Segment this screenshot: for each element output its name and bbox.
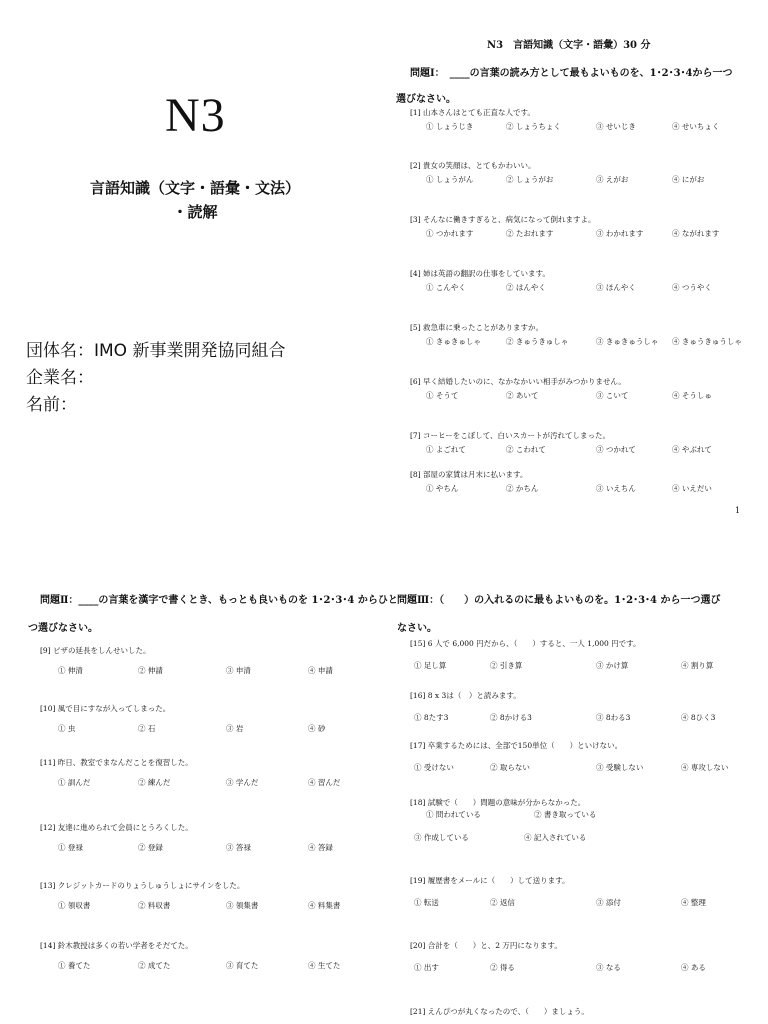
question-text: [7] コーヒーをこぼして、白いスカートが汚れてしまった。 (410, 431, 611, 440)
answer-option: ③ 受験しない (596, 763, 644, 772)
answer-option: ④ 割り算 (681, 661, 714, 670)
question-text: [21] えんぴつが丸くなったので、（ ）ましょう。 (410, 1007, 589, 1016)
answer-option: ① 受けない (414, 763, 454, 772)
answer-option: ④ 習んだ (308, 778, 341, 787)
answer-option: ② 得る (490, 963, 515, 972)
question-text: [4] 姉は英語の翻訳の仕事をしています。 (410, 269, 550, 278)
page1-header: N3 言語知識（文字・語彙）30 分 (487, 40, 651, 51)
question-text: [18] 試験で（ ）問題の意味が分からなかった。 (410, 798, 586, 807)
page2-instruction: 問題Ⅱ：____の言葉を漢字で書くとき、もっとも良いものを 1･2･3･4 からひと (40, 595, 398, 606)
answer-option: ④ 専攻しない (681, 763, 729, 772)
page3-instruction-cont: なさい。 (397, 623, 437, 634)
answer-option: ② きゅうきゅしゃ (506, 337, 569, 346)
answer-option: ③ ほんやく (596, 283, 636, 292)
answer-option: ④ 答録 (308, 843, 333, 852)
answer-option: ③ えがお (596, 175, 629, 184)
answer-option: ① 伸清 (58, 666, 83, 675)
answer-option: ① やちん (426, 484, 459, 493)
answer-option: ② こわれて (506, 445, 546, 454)
question-text: [9] ビザの延長をしんせいした。 (40, 646, 151, 655)
question-text: [20] 合計を（ ）と、2 万円になります。 (410, 941, 562, 950)
answer-option: ③ 領集書 (226, 901, 259, 910)
answer-option: ④ 整理 (681, 898, 706, 907)
question-text: [16] 8 x 3は（ ）と読みます。 (410, 691, 521, 700)
answer-option: ① 問われている (426, 810, 481, 819)
answer-option: ① 8たす3 (414, 713, 449, 722)
question-text: [19] 履歴書をメールに（ ）して送ります。 (410, 876, 570, 885)
answer-option: ④ にがお (672, 175, 705, 184)
answer-option: ④ きゅうきゅうしゃ (672, 337, 742, 346)
answer-option: ④ やぶれて (672, 445, 712, 454)
cover-name-line: 名前： (26, 395, 77, 415)
answer-option: ② 成てた (138, 961, 171, 970)
cover-level: N3 (165, 89, 226, 142)
answer-option: ② あいて (506, 391, 539, 400)
answer-option: ③ いえちん (596, 484, 636, 493)
page3-instruction: 問題Ⅲ：（ ）の入れるのに最もよいものを。1･2･3･4 から一つ選び (397, 595, 721, 606)
answer-option: ④ 生てた (308, 961, 341, 970)
page1-instruction-cont: 選びなさい。 (396, 94, 456, 105)
question-text: [12] 友達に進められて会員にとうろくした。 (40, 823, 193, 832)
question-text: [3] そんなに働きすぎると、病気になって倒れますよ。 (410, 215, 596, 224)
answer-option: ③ 添付 (596, 898, 621, 907)
question-text: [5] 救急車に乗ったことがありますか。 (410, 323, 544, 332)
question-text: [1] 山本さんはとても正直な人です。 (410, 108, 535, 117)
answer-option: ④ 砂 (308, 724, 326, 733)
answer-option: ② 引き算 (490, 661, 523, 670)
answer-option: ③ きゅきゅうしゃ (596, 337, 659, 346)
answer-option: ② かちん (506, 484, 539, 493)
answer-option: ① 転送 (414, 898, 439, 907)
answer-option: ③ 学んだ (226, 778, 259, 787)
answer-option: ② 料収書 (138, 901, 171, 910)
answer-option: ③ かけ算 (596, 661, 629, 670)
answer-option: ③ 作成している (414, 833, 469, 842)
answer-option: ① きゅきゅしゃ (426, 337, 481, 346)
answer-option: ② はんやく (506, 283, 546, 292)
answer-option: ① こんやく (426, 283, 466, 292)
answer-option: ③ わかれます (596, 229, 644, 238)
cover-title-line2: ・読解 (172, 203, 218, 221)
answer-option: ① 養てた (58, 961, 91, 970)
answer-option: ④ せいちょく (672, 122, 720, 131)
answer-option: ④ 8ひく3 (681, 713, 716, 722)
answer-option: ① 登禄 (58, 843, 83, 852)
page1-number: 1 (735, 506, 741, 515)
cover-title-line1: 言語知識（文字・語彙・文法） (89, 179, 300, 197)
question-text: [17] 卒業するためには、全部で150単位（ ）といけない。 (410, 741, 623, 750)
question-text: [2] 貴女の笑顔は、とてもかわいい。 (410, 161, 536, 170)
answer-option: ② しょうちょく (506, 122, 561, 131)
answer-option: ④ ある (681, 963, 706, 972)
answer-option: ① つかれます (426, 229, 474, 238)
answer-option: ② 伸請 (138, 666, 163, 675)
answer-option: ④ つうやく (672, 283, 712, 292)
answer-option: ① 訓んだ (58, 778, 91, 787)
question-text: [11] 昨日、教室でまなんだことを復習した。 (40, 758, 193, 767)
answer-option: ③ つかれて (596, 445, 636, 454)
question-text: [6] 早く結婚したいのに、なかなかいい相手がみつかりません。 (410, 377, 626, 386)
question-text: [14] 鈴木教授は多くの若い学者をそだてた。 (40, 941, 193, 950)
answer-option: ① 領収書 (58, 901, 91, 910)
answer-option: ② 8かける3 (490, 713, 532, 722)
answer-option: ③ せいじき (596, 122, 636, 131)
answer-option: ① そうて (426, 391, 459, 400)
answer-option: ② 練んだ (138, 778, 171, 787)
answer-option: ② たおれます (506, 229, 554, 238)
answer-option: ④ ながれます (672, 229, 720, 238)
answer-option: ① 足し算 (414, 661, 447, 670)
answer-option: ③ 育てた (226, 961, 259, 970)
answer-option: ④ そうしゅ (672, 391, 712, 400)
cover-company-line: 企業名： (26, 368, 94, 388)
answer-option: ③ 岩 (226, 724, 244, 733)
answer-option: ③ 答禄 (226, 843, 251, 852)
answer-option: ③ 8わる3 (596, 713, 631, 722)
answer-option: ① 出す (414, 963, 439, 972)
answer-option: ③ なる (596, 963, 621, 972)
question-text: [10] 風で目にすなが入ってしまった。 (40, 704, 171, 713)
answer-option: ③ 申清 (226, 666, 251, 675)
answer-option: ④ 申請 (308, 666, 333, 675)
answer-option: ② 石 (138, 724, 156, 733)
question-text: [15] 6 人で 6,000 円だから、（ ）すると、一人 1,000 円です。 (410, 639, 641, 648)
answer-option: ① 虫 (58, 724, 76, 733)
page2-instruction-cont: つ選びなさい。 (28, 623, 98, 634)
question-text: [13] クレジットカードのりょうしゅうしょにサインをした。 (40, 881, 245, 890)
answer-option: ① よごれて (426, 445, 466, 454)
answer-option: ③ こいて (596, 391, 629, 400)
answer-option: ② 書き取っている (534, 810, 597, 819)
cover-org-line: 団体名：IMO 新事業開発協同組合 (26, 341, 286, 361)
page1-instruction: 問題Ⅰ： ____の言葉の読み方として最もよいものを、1･2･3･4から一つ (410, 68, 733, 79)
question-text: [8] 部屋の家賃は月末に払います。 (410, 470, 528, 479)
answer-option: ② しょうがお (506, 175, 554, 184)
answer-option: ① しょうがん (426, 175, 474, 184)
answer-option: ④ いえだい (672, 484, 712, 493)
answer-option: ② 登録 (138, 843, 163, 852)
answer-option: ④ 料集書 (308, 901, 341, 910)
answer-option: ② 取らない (490, 763, 530, 772)
answer-option: ② 返信 (490, 898, 515, 907)
answer-option: ④ 記入されている (524, 833, 587, 842)
answer-option: ① しょうじき (426, 122, 474, 131)
